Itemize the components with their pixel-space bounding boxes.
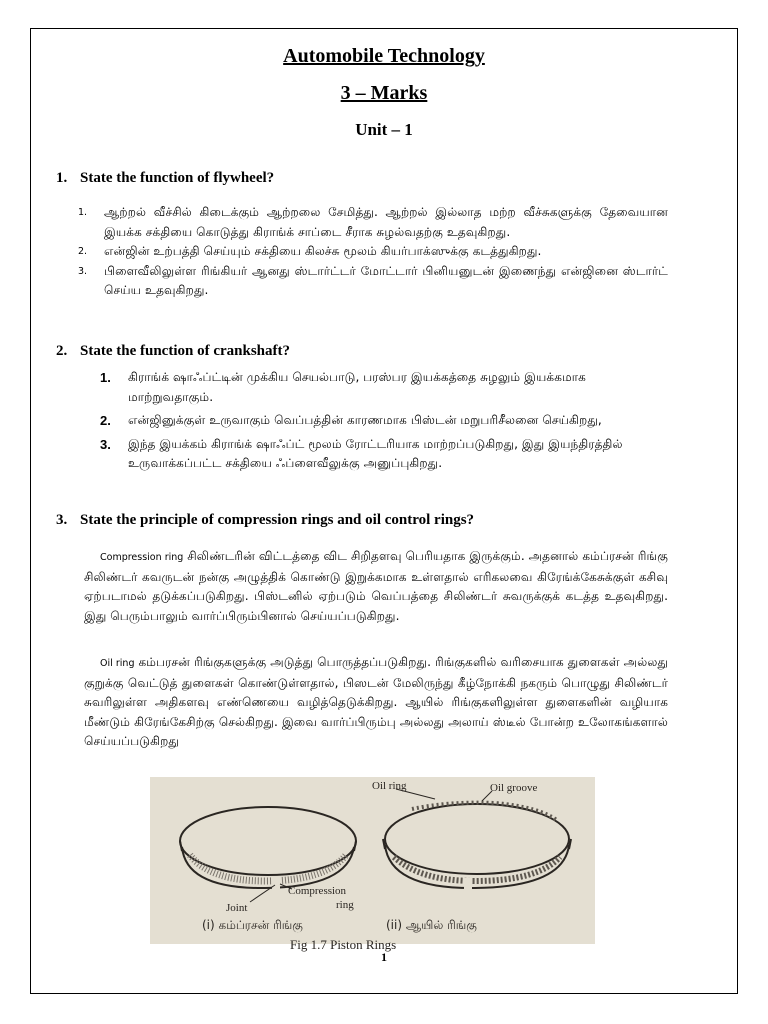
answer-item <box>78 203 668 242</box>
page-number: 1 <box>381 950 387 964</box>
paragraph-text: கம்பரசன் ரிங்குகளுக்கு அடுத்து பொருத்தப்படுகிறது. ரிங்குகளில் வரிசையாக துளைகள் அல்லது குறுக்கு வெட்டுத் துளைகள் கொண்டுள்ளதால், பிஸடன் மேலிருந்து கீழ்நோக்கி நகரும் பொழுது சிலிண்டர் சுவரிலுள்ள அதிகளவு எண்ணெயை வழித்தெடுக்கிறது. ஆயில் ரிங்குகளிலுள்ள துளைகளின் வழியாக மீண்டும் கிரேங்கேசிற்கு செல்கிறது. இவை வார்ப்பிரும்பு அல்லது அலாய் ஸ்டீல் போன்ற உலோகங்களால் செய்யப்படுகிறது <box>84 655 669 748</box>
question-1 <box>56 170 274 187</box>
answer-list-1 <box>78 203 668 301</box>
answer-number: 3. <box>78 265 88 277</box>
paragraph-lead: Compression ring <box>100 552 184 563</box>
marks-heading: 3 – Marks <box>340 82 428 104</box>
question-number: 2. <box>56 343 68 359</box>
oil-ring-drawing <box>383 803 571 892</box>
answer-text: பிளைவீலிலுள்ள ரிங்கியர் ஆனது ஸ்டார்ட்டர் மோட்டார் பினியனுடன் இணைந்து என்ஜினை ஸ்டார்ட் செய்ய உதவுகிறது. <box>104 263 668 297</box>
question-number: 1. <box>56 170 68 186</box>
answer-text: என்ஜினுக்குள் உருவாகும் வெப்பத்தின் காரணமாக பிஸ்டன் மறுபரிசீலனை செய்கிறது, <box>128 413 602 427</box>
label-oil-ring: Oil ring <box>372 780 407 792</box>
answer-number: 2. <box>100 413 111 428</box>
compression-ring-drawing <box>180 807 356 891</box>
piston-rings-figure <box>150 777 595 952</box>
label-compression: Compression <box>288 885 347 897</box>
answer-text: கிராங்க் ஷாஃப்ட்டின் முக்கிய செயல்பாடு, பரஸ்பர இயக்கத்தை சுழலும் இயக்கமாக மாற்றுவதாகும். <box>128 370 586 404</box>
paragraph-compression-ring <box>84 547 668 626</box>
label-ring: ring <box>336 899 354 911</box>
answer-number: 1. <box>78 207 88 218</box>
question-3 <box>56 512 474 529</box>
figure-caption: Fig 1.7 Piston Rings <box>290 937 397 952</box>
question-text: State the function of flywheel? <box>80 170 275 186</box>
answer-item <box>100 368 668 407</box>
answer-text: இந்த இயக்கம் கிராங்க் ஷாஃப்ட் மூலம் ரோட்டரியாக மாற்றப்படுகிறது, இது இயந்திரத்தில் உருவாக்கப்பட்ட சக்தியை ஃப்ளைவீலுக்கு அனுப்புகிறது. <box>128 436 623 470</box>
answer-number: 1. <box>100 370 111 385</box>
caption-oil-ring: (ii) ஆயில் ரிங்கு <box>386 918 477 932</box>
question-text: State the principle of compression rings and oil control rings? <box>80 512 475 528</box>
answer-item <box>78 242 668 262</box>
answer-list-2 <box>100 368 668 478</box>
answer-text: என்ஜின் உற்பத்தி செய்யும் சக்தியை கிலச்சு மூலம் கியர்பாக்ஸுக்கு கடத்துகிறது. <box>104 244 542 258</box>
answer-number: 2. <box>78 246 88 257</box>
answer-number: 3. <box>100 436 111 452</box>
piston-rings-illustration <box>150 777 595 952</box>
question-number: 3. <box>56 512 68 528</box>
answer-item <box>78 262 668 301</box>
answer-text: ஆற்றல் வீச்சில் கிடைக்கும் ஆற்றலை சேமித்து. ஆற்றல் இல்லாத மற்ற வீச்சுகளுக்கு தேவையான இயக்க சக்தியை கொடுத்து கிராங்க் சாப்டை சீராக சுழல்வதற்கு உதவுகிறது. <box>104 205 668 239</box>
question-text: State the function of crankshaft? <box>80 343 290 359</box>
caption-compression-ring: (i) கம்ப்ரசன் ரிங்கு <box>202 918 303 932</box>
paragraph-text: சிலிண்டரின் விட்டத்தை விட சிறிதளவு பெரியதாக இருக்கும். அதனால் கம்ப்ரசன் ரிங்கு சிலிண்டர் கவருடன் நன்கு அழுத்திக் கொண்டு இறுக்கமாக உள்ளதால் எரிகலவை கிரேங்க்கேசுக்குள் கசிவு ஏற்படாமல் தடுக்கப்படுகிறது. பிஸ்டனில் ஏற்படும் வெப்பத்தை சிலிண்டர் சுவருக்குக் கடத்த உதவுகிறது. இது பெரும்பாலும் வார்ப்பிரும்பினால் செய்யப்படுகிறது. <box>84 549 668 623</box>
question-2 <box>56 343 290 360</box>
answer-item <box>100 435 668 474</box>
answer-item <box>100 411 668 431</box>
document-title: Automobile Technology <box>283 45 485 67</box>
label-oil-groove: Oil groove <box>490 782 538 794</box>
paragraph-oil-ring <box>84 653 668 752</box>
unit-heading: Unit – 1 <box>355 120 413 139</box>
paragraph-lead: Oil ring <box>100 658 135 669</box>
label-joint: Joint <box>226 902 248 914</box>
